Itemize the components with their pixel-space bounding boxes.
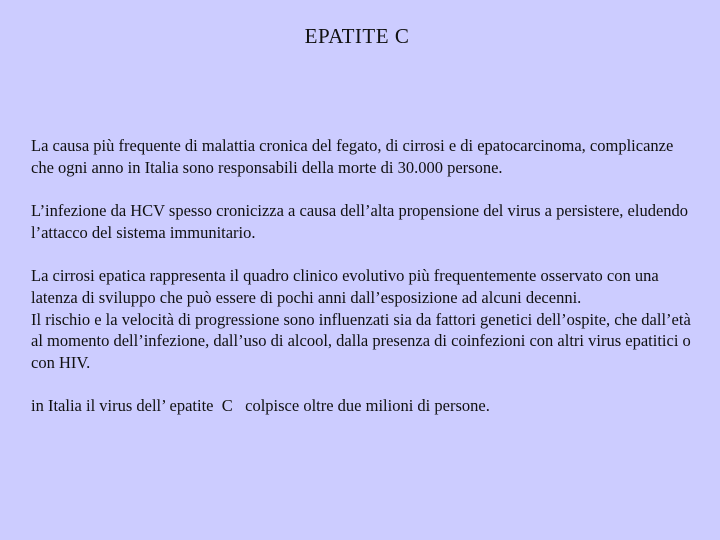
paragraph-infezione: L’infezione da HCV spesso cronicizza a causa dell’alta propensione del virus a persistere, eludendo l’attacco del sistema immunitario. — [31, 201, 689, 242]
paragraph-spacer — [31, 373, 691, 395]
slide-title: EPATITE C — [304, 24, 410, 48]
paragraph-rischio: Il rischio e la velocità di progressione sono influenzati sia da fattori genetici dell’ospite, che dall’età al momento dell’infezione, dall’uso di alcool, dalla presenza di coinfezioni con altri virus epatitici o con HIV. — [31, 309, 691, 372]
paragraph-spacer — [31, 243, 691, 265]
paragraph-cirrosi: La cirrosi epatica rappresenta il quadro clinico evolutivo più frequentemente osservato con una latenza di sviluppo che può essere di pochi anni dall’esposizione ad alcuni decenni. — [31, 266, 659, 307]
slide-body — [31, 135, 691, 417]
paragraph-causa: La causa più frequente di malattia cronica del fegato, di cirrosi e di epatocarcinoma, complicanze che ogni anno in Italia sono responsabili della morte di 30.000 persone. — [31, 136, 674, 177]
paragraph-spacer — [31, 178, 691, 200]
paragraph-italia: in Italia il virus dell’ epatite C colpisce oltre due milioni di persone. — [31, 396, 490, 416]
